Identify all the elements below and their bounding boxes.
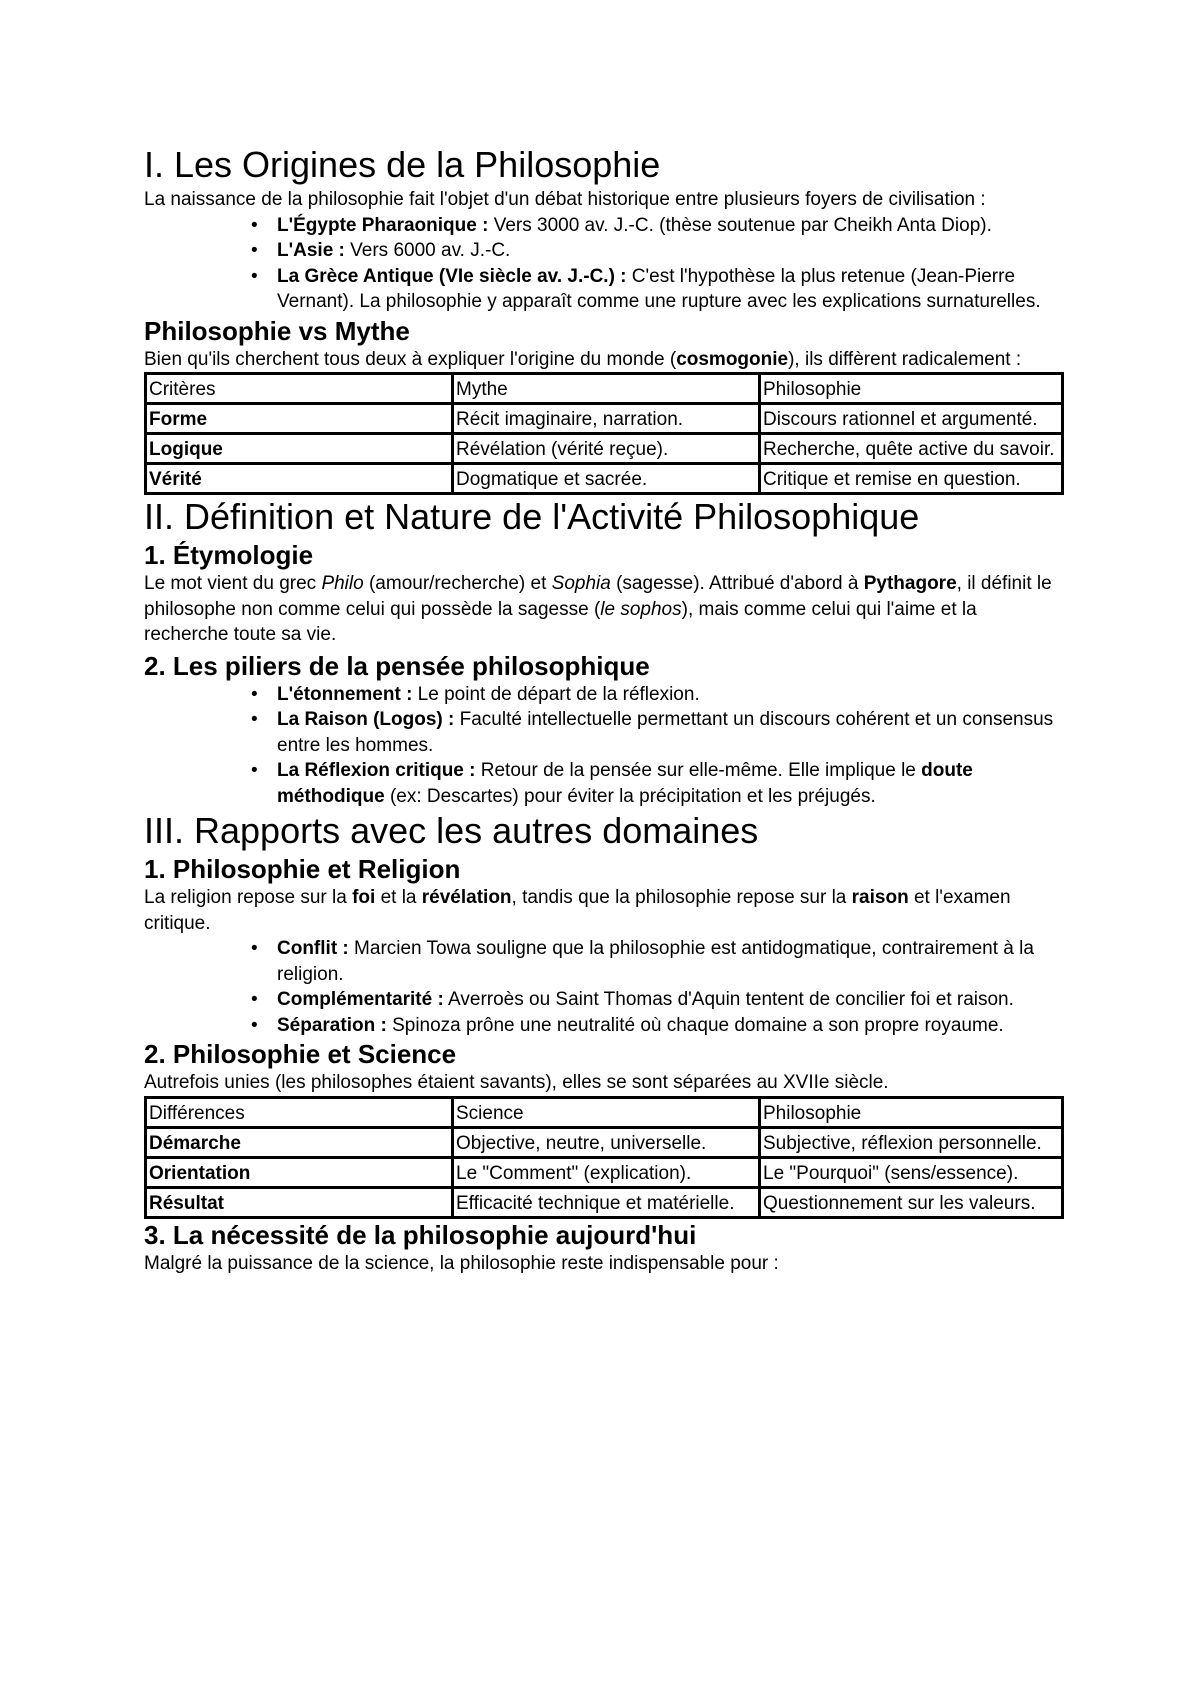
table-cell: Subjective, réflexion personnelle.: [760, 1127, 1063, 1157]
table-cell: Questionnement sur les valeurs.: [760, 1187, 1063, 1217]
section-3-title: III. Rapports avec les autres domaines: [144, 810, 759, 851]
table-row: [146, 1127, 1063, 1157]
list-item: • Conflit : Marcien Towa souligne que la philosophie est antidogmatique, contrairement à la religion.: [251, 938, 1034, 985]
table-cell: Critique et remise en question.: [760, 464, 1063, 494]
table-cell: Efficacité technique et matérielle.: [453, 1187, 760, 1217]
section-1-intro: La naissance de la philosophie fait l'objet d'un débat historique entre plusieurs foyers de civilisation :: [144, 189, 986, 210]
list-item: • L'Égypte Pharaonique : Vers 3000 av. J.-C. (thèse soutenue par Cheikh Anta Diop).: [277, 213, 1064, 239]
science-philosophie-table: [144, 1096, 1064, 1219]
religion-text: La religion repose sur la foi et la révélation, tandis que la philosophie repose sur la raison et l'examen critique.: [144, 887, 1011, 934]
table-cell: Forme: [146, 404, 453, 434]
section-2-title: II. Définition et Nature de l'Activité Philosophique: [144, 496, 920, 537]
list-item: • L'Asie : Vers 6000 av. J.-C.: [277, 238, 1064, 264]
table-header-cell: Philosophie: [760, 1097, 1063, 1127]
necessite-text: Malgré la puissance de la science, la philosophie reste indispensable pour :: [144, 1252, 779, 1274]
table-header-cell: Mythe: [453, 374, 760, 404]
table-cell: Le "Pourquoi" (sens/essence).: [760, 1157, 1063, 1187]
list-item: • La Réflexion critique : Retour de la pensée sur elle-même. Elle implique le doute méthodique (ex: Descartes) pour éviter la précipitation et les préjugés.: [251, 760, 973, 807]
bullet-icon: •: [251, 214, 258, 236]
bullet-icon: •: [251, 240, 258, 261]
table-header-cell: Critères: [146, 374, 453, 404]
table-header-row: [146, 374, 1063, 404]
piliers-title: 2. Les piliers de la pensée philosophique: [144, 650, 650, 681]
table-header-cell: Science: [453, 1097, 760, 1127]
origins-list: [144, 213, 1064, 315]
bullet-icon: •: [251, 709, 258, 730]
table-cell: Discours rationnel et argumenté.: [760, 404, 1063, 434]
list-item: • Séparation : Spinoza prône une neutralité où chaque domaine a son propre royaume.: [277, 1013, 1064, 1039]
religion-title: 1. Philosophie et Religion: [144, 854, 461, 884]
religion-list: [144, 936, 1064, 1038]
table-cell: Logique: [146, 434, 453, 464]
list-item: • L'étonnement : Le point de départ de la réflexion.: [277, 682, 1064, 708]
table-header-cell: Philosophie: [760, 374, 1063, 404]
table-cell: Dogmatique et sacrée.: [453, 464, 760, 494]
table-cell: Recherche, quête active du savoir.: [760, 434, 1063, 464]
etymologie-text: Le mot vient du grec Philo (amour/recherche) et Sophia (sagesse). Attribué d'abord à Pythagore, il définit le philosophe non comme celui qui possède la sagesse (le sophos), mais comme celui qui l'aime et la recherche toute sa vie.: [144, 573, 1052, 645]
document-page: [144, 143, 1064, 1276]
table-cell: Objective, neutre, universelle.: [453, 1127, 760, 1157]
bullet-icon: •: [251, 265, 258, 287]
mythe-philosophie-table: [144, 372, 1064, 495]
necessite-title: 3. La nécessité de la philosophie aujourd'hui: [144, 1219, 697, 1250]
list-item: • Complémentarité : Averroès ou Saint Thomas d'Aquin tentent de concilier foi et raison.: [277, 987, 1064, 1013]
table-row: [146, 1187, 1063, 1217]
subsection-mythe-title: Philosophie vs Mythe: [144, 315, 410, 346]
table-cell: Résultat: [146, 1187, 453, 1217]
section-1-title: I. Les Origines de la Philosophie: [144, 144, 661, 185]
bullet-icon: •: [251, 989, 258, 1010]
table-header-cell: Différences: [146, 1097, 453, 1127]
table-cell: Le "Comment" (explication).: [453, 1157, 760, 1187]
mythe-intro: Bien qu'ils cherchent tous deux à expliquer l'origine du monde (cosmogonie), ils diffèrent radicalement :: [144, 348, 1022, 370]
list-item: • La Raison (Logos) : Faculté intellectuelle permettant un discours cohérent et un consensus entre les hommes.: [251, 709, 1054, 756]
piliers-list: [144, 682, 1064, 810]
table-cell: Démarche: [146, 1127, 453, 1157]
table-row: [146, 464, 1063, 494]
bullet-icon: •: [251, 683, 258, 705]
bullet-icon: •: [251, 1014, 258, 1036]
table-row: [146, 1157, 1063, 1187]
science-title: 2. Philosophie et Science: [144, 1039, 457, 1069]
table-row: [146, 434, 1063, 464]
bullet-icon: •: [251, 760, 258, 781]
etymologie-title: 1. Étymologie: [144, 540, 314, 570]
table-cell: Révélation (vérité reçue).: [453, 434, 760, 464]
table-cell: Orientation: [146, 1157, 453, 1187]
bullet-icon: •: [251, 938, 258, 959]
table-header-row: [146, 1097, 1063, 1127]
table-cell: Vérité: [146, 464, 453, 494]
list-item: • La Grèce Antique (VIe siècle av. J.-C.) : C'est l'hypothèse la plus retenue (Jean-Pierre Vernant). La philosophie y apparaît comme une rupture avec les explications surnaturelles.: [251, 265, 1041, 312]
science-text: Autrefois unies (les philosophes étaient savants), elles se sont séparées au XVIIe siècle.: [144, 1072, 889, 1093]
table-row: [146, 404, 1063, 434]
table-cell: Récit imaginaire, narration.: [453, 404, 760, 434]
